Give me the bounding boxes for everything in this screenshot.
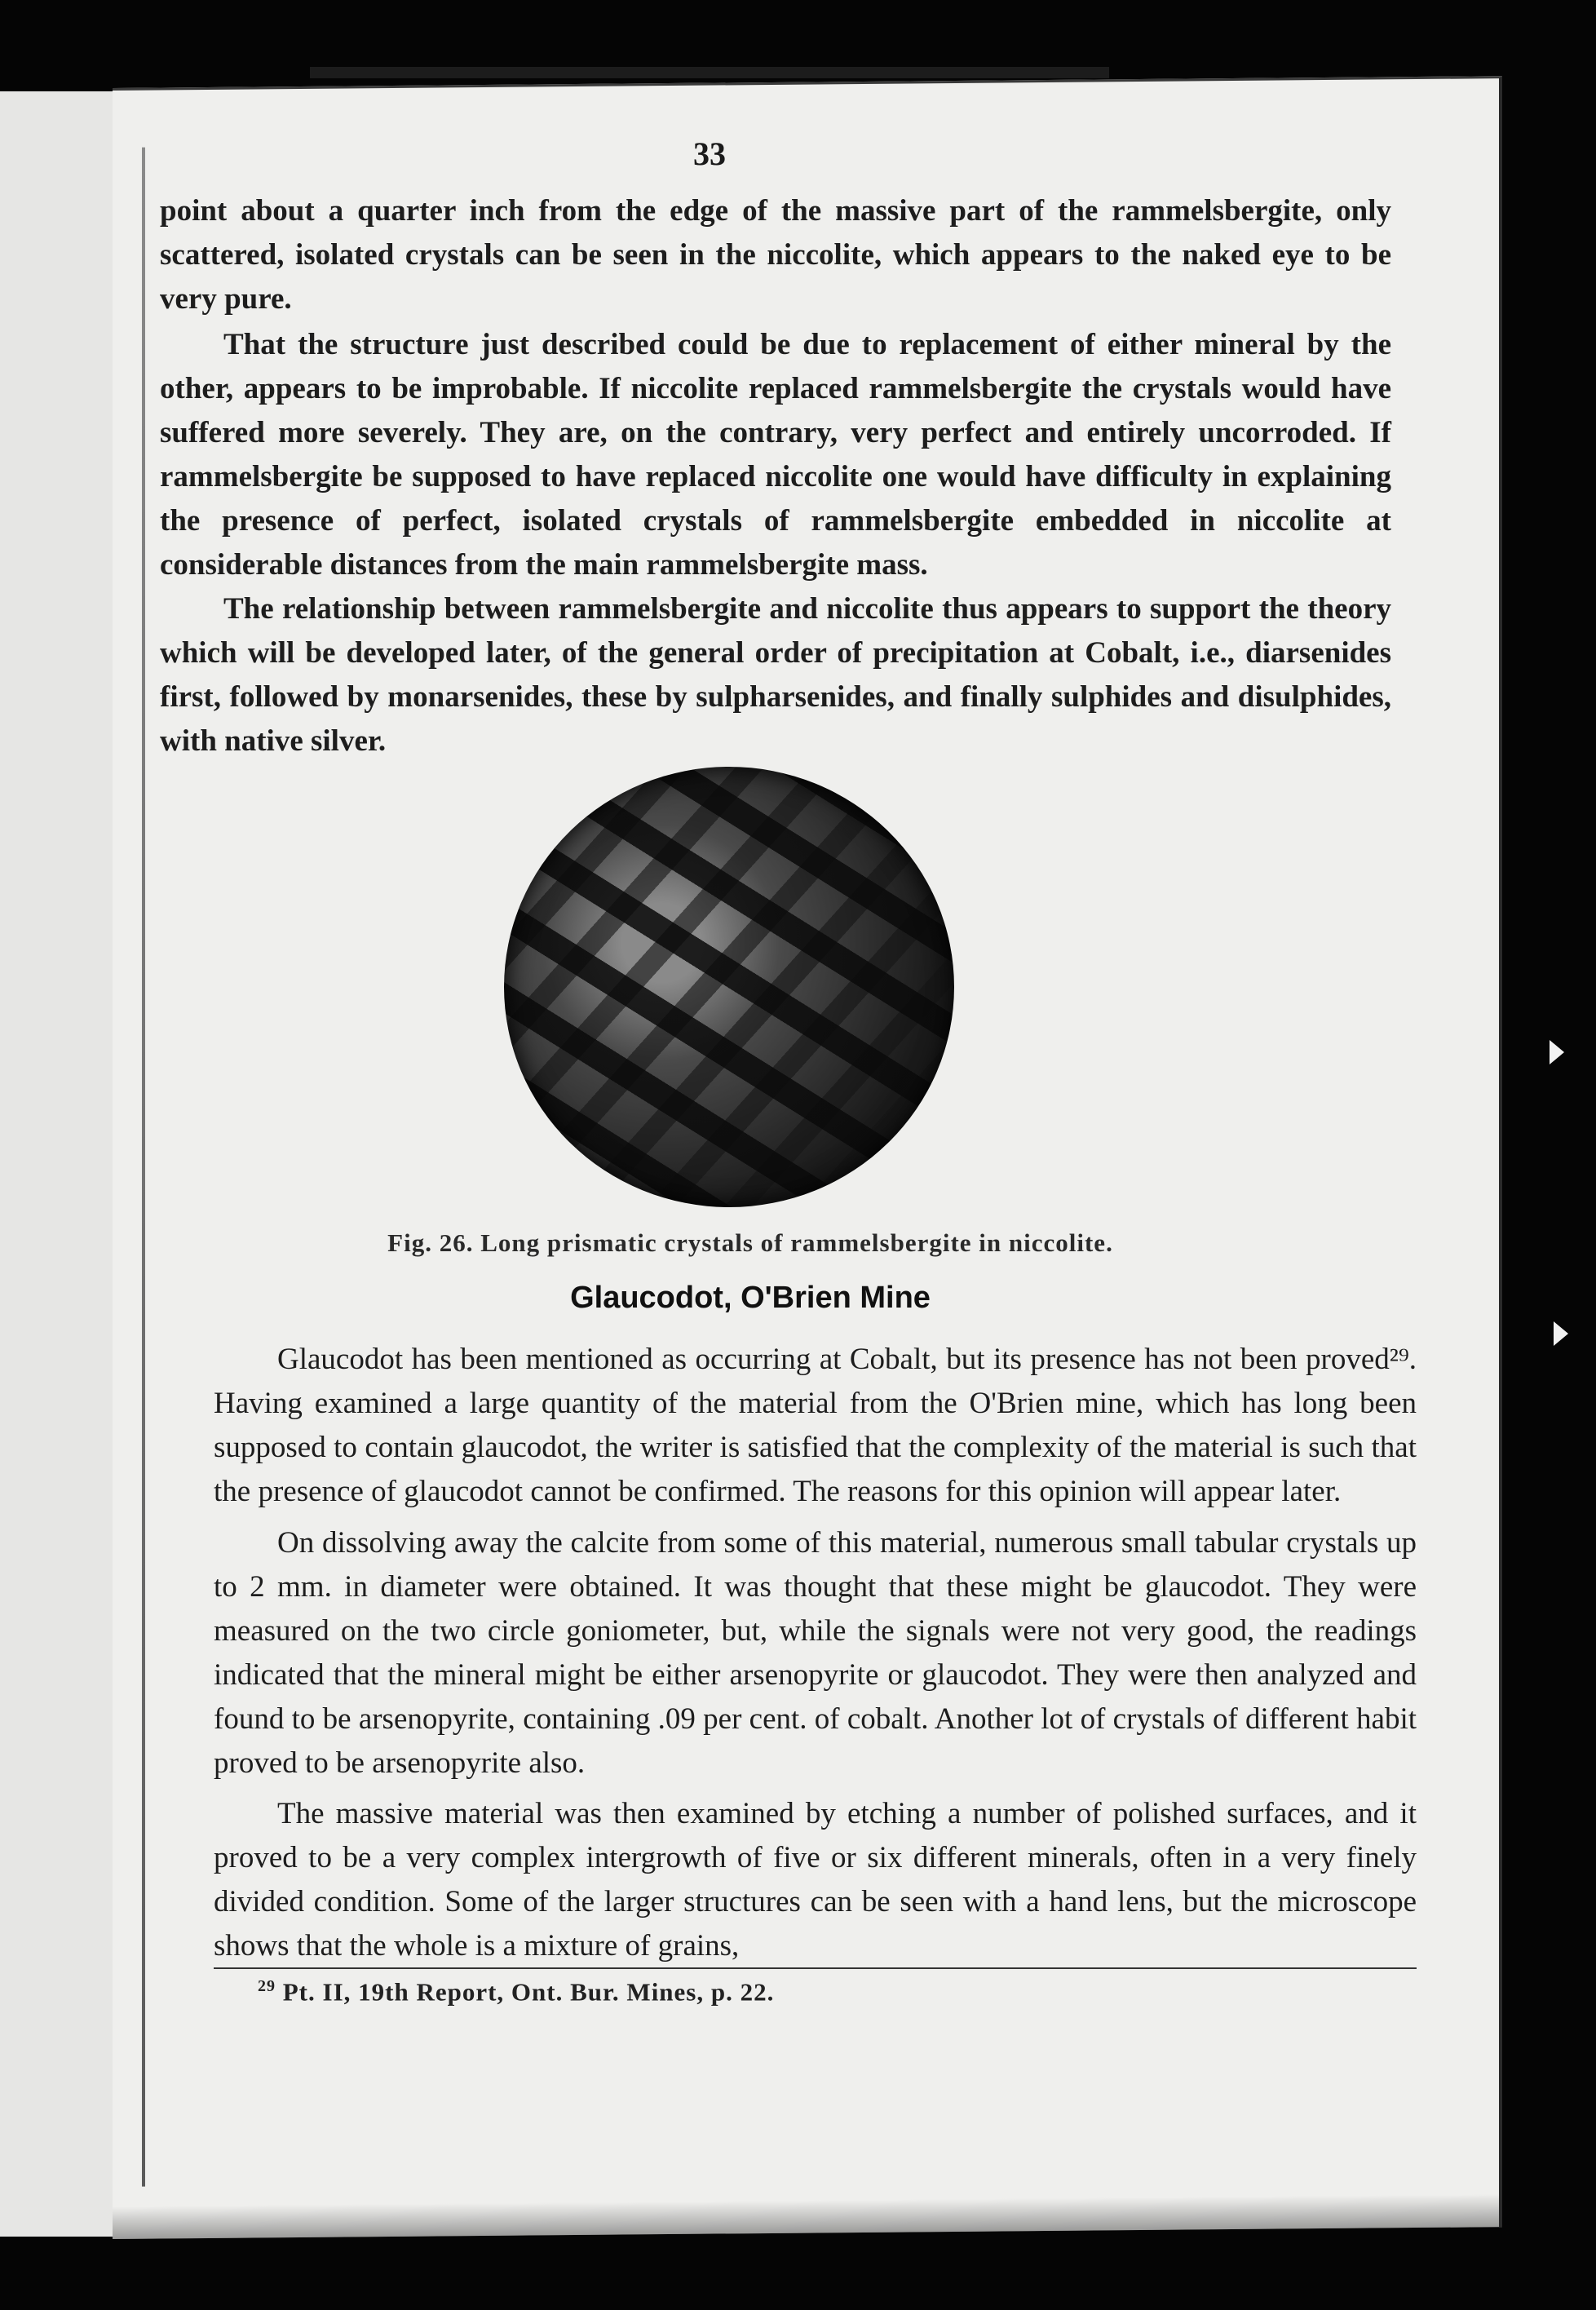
section-paragraph-1: Glaucodot has been mentioned as occurring at Cobalt, but its presence has not been proved²⁹. Having examined a large quantity of the material from the O'Brien mine, which has long been supposed to contain glaucodot, the writer is satisfied that the complexity of the material is such that the presence of glaucodot cannot be confirmed. The reasons for this opinion will appear later. — [214, 1343, 1417, 1508]
scan-edge-mark — [1554, 1321, 1568, 1346]
section-paragraph-2: On dissolving away the calcite from some of this material, numerous small tabular crystals up to 2 mm. in diameter were obtained. It was thought that these might be glaucodot. They were measured on the two circle goniometer, but, while the signals were not very good, the readings indicated that the mineral might be either arsenopyrite or glaucodot. They were then analyzed and found to be arsenopyrite, containing .09 per cent. of cobalt. Another lot of crystals of different habit proved to be arsenopyrite also. — [214, 1526, 1417, 1780]
page-number: 33 — [693, 135, 726, 172]
footnote-marker: 29 — [258, 1977, 276, 1995]
micrograph-figure-26 — [504, 767, 954, 1207]
page-gutter — [142, 148, 145, 2187]
section-heading: Glaucodot, O'Brien Mine — [570, 1281, 931, 1315]
paragraph-1: point about a quarter inch from the edge of the massive part of the rammelsbergite, only scattered, isolated crystals can be seen in the niccolite, which appears to the naked eye to be very pure. — [160, 194, 1391, 316]
page-shadow — [113, 2194, 1499, 2239]
footnote-divider — [214, 1967, 1417, 1969]
paragraph-2: That the structure just described could be due to replacement of either mineral by the other, appears to be improbable. If niccolite replaced rammelsbergite the crystals would have suffered more severely. They are, on the contrary, very perfect and entirely uncorroded. If rammelsbergite be supposed to have replaced niccolite one would have difficulty in explaining the presence of perfect, isolated crystals of rammelsbergite embedded in niccolite at considerable distances from the main rammelsbergite mass. — [160, 328, 1391, 582]
scan-edge-mark — [1550, 1040, 1564, 1064]
facing-page-edge — [0, 91, 115, 2237]
scan-top-strip — [310, 67, 1109, 78]
paragraph-3: The relationship between rammelsbergite and niccolite thus appears to support the theory which will be developed later, of the general order of precipitation at Cobalt, i.e., diarsenides first, followed by monarsenides, these by sulpharsenides, and finally sulphides and disulphides, with native silver. — [160, 592, 1391, 758]
footnote-text: Pt. II, 19th Report, Ont. Bur. Mines, p. 22. — [282, 1977, 775, 2007]
section-paragraph-3: The massive material was then examined by etching a number of polished surfaces, and it proved to be a very complex intergrowth of five or six different minerals, often in a very finely divided condition. Some of the larger structures can be seen with a hand lens, but the microscope shows that the whole is a mixture of grains, — [214, 1797, 1417, 1963]
figure-caption: Fig. 26. Long prismatic crystals of rammelsbergite in niccolite. — [387, 1228, 1113, 1257]
footnote — [258, 1977, 774, 2007]
